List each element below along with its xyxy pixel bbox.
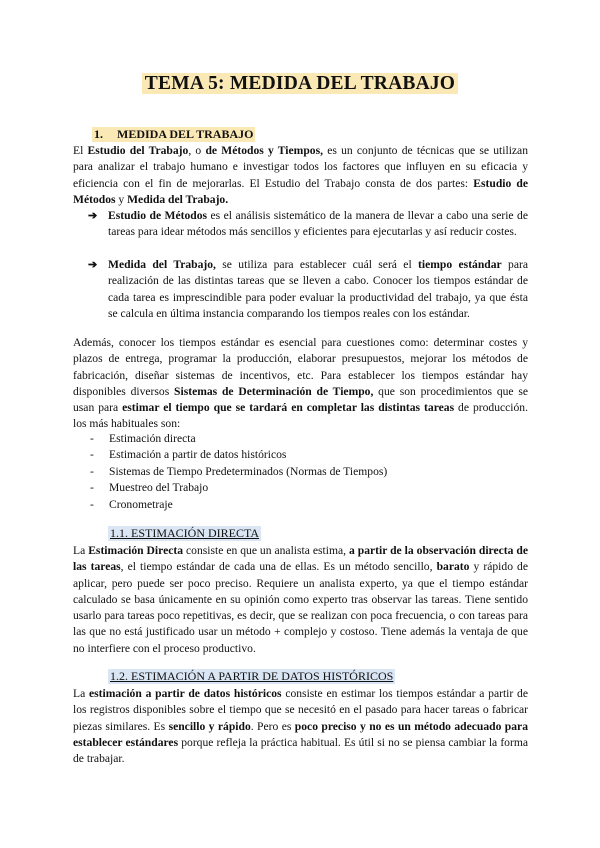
section-1-1-body <box>73 543 528 657</box>
section-1-heading <box>92 127 255 142</box>
list-item: - Sistemas de Tiempo Predeterminados (Normas de Tiempos) <box>90 464 387 480</box>
text-run: que son procedimientos que se usan para <box>73 384 529 415</box>
section-1-1-heading: 1.1. ESTIMACIÓN DIRECTA <box>110 526 260 540</box>
bold-run: Estudio de Métodos <box>108 209 208 222</box>
bold-run: Sistemas de Determinación de Tiempo, <box>174 384 374 398</box>
text-run: Además, conocer los tiempos estándar es esencial para cuestiones como: determinar costes y plazos de entrega, programar la producción, elaborar presupuestos, mejorar los métodos de fabricación, diseñar sistemas de incentivos, etc. Para establecer los tiempos estándar hay disponibles diversos <box>73 336 528 398</box>
list-item: - Estimación directa <box>90 431 387 447</box>
bold-run: barato <box>436 560 470 574</box>
text-run: consiste en que un analista estima, <box>183 544 349 557</box>
text-run: . Pero es <box>250 719 295 733</box>
title-text: TEMA 5: MEDIDA DEL TRABAJO <box>142 73 458 94</box>
text-run: porque refleja la práctica habitual. Es útil si no se piensa cambiar la forma de trabajar. <box>73 735 528 766</box>
text-run: de producción. los más habituales son: <box>73 401 529 431</box>
bold-run: sencillo y rápido <box>168 719 251 733</box>
bold-run: Estudio de Métodos <box>73 176 529 206</box>
text-run: consiste en estimar los tiempos estándar a partir de los registros disponibles sobre el tiempo que se necesitó en el pasado para hacer tareas o fabricar piezas similares. Es <box>73 687 528 733</box>
text-run: es el análisis sistemático de la manera de llevar a cabo una serie de tareas para idear métodos más sencillos y eficientes para ejecutarlas y así reducir costes. <box>108 209 528 239</box>
methods-list <box>90 431 387 513</box>
bold-run: tiempo estándar <box>418 258 502 271</box>
bold-run: estimación a partir de datos históricos <box>89 687 282 700</box>
text-run: se utiliza para establecer cuál será el <box>215 258 419 271</box>
list-item: - Muestreo del Trabajo <box>90 480 387 496</box>
text-run: y <box>115 192 128 206</box>
text-run: y rápido de aplicar, pero puede ser poco preciso. Requiere un analista experto, ya que el tiempo estándar calculado se basa únicamente en su opinión como experto tras observar las tareas. Tiene sentido usarlo para tareas poco repetitivas, es decir, que se realizan con poca frecuencia, o con tareas para las que no está justificado usar un método + complejo y costoso. Tiene además la ventaja de que no interfiere con el proceso productivo. <box>73 560 529 655</box>
bold-run: Estimación Directa <box>88 544 184 557</box>
arrow-item-metodos <box>88 208 528 241</box>
bold-run: de Métodos y Tiempos, <box>205 144 323 157</box>
bold-run: Medida del Trabajo. <box>127 192 229 206</box>
section-1-2-body <box>73 686 528 767</box>
bold-run: poco preciso y no es un método adecuado para establecer estándares <box>73 719 528 749</box>
document-title <box>0 73 600 95</box>
text-run: , o <box>188 144 206 157</box>
arrow-item-text <box>108 257 528 322</box>
section-1-title: MEDIDA DEL TRABAJO <box>117 127 254 141</box>
section-1-para-2 <box>73 335 528 433</box>
arrow-item-medida <box>88 257 528 322</box>
arrow-icon: ➔ <box>88 210 98 222</box>
text-run: es un conjunto de técnicas que se utilizan para analizar el trabajo humano e investigar todos los factores que influyen en su eficacia y eficiencia con el fin de mejorarlas. El Estudio del Trabajo consta de dos partes: <box>73 144 529 190</box>
arrow-icon: ➔ <box>88 259 98 271</box>
list-item: - Estimación a partir de datos históricos <box>90 447 387 463</box>
text-run: , el tiempo estándar de cada una de ellas. Es un método sencillo, <box>120 560 437 574</box>
bold-run: estimar el tiempo que se tardará en completar las distintas tareas <box>122 401 455 415</box>
bold-run: a partir de la observación directa de las tareas <box>73 544 528 574</box>
text-run: para realización de las distintas tareas que se lleven a cabo. Conocer los tiempos estándar de cada tarea es imprescindible para poder evaluar la productividad del trabajo, ya que ésta se calcula en última instancia comparando los tiempos reales con los estándar. <box>108 258 528 320</box>
bold-run: Estudio del Trabajo <box>87 144 189 157</box>
arrow-item-text <box>108 208 528 241</box>
list-item: - Cronometraje <box>90 497 387 513</box>
section-1-2-heading: 1.2. ESTIMACIÓN A PARTIR DE DATOS HISTÓRICOS <box>110 669 394 683</box>
text-run: El <box>73 144 88 157</box>
text-run: La <box>73 687 89 700</box>
text-run: La <box>73 544 89 557</box>
section-1-number: 1. <box>94 127 103 141</box>
bold-run: Medida del Trabajo, <box>108 258 216 271</box>
section-1-intro <box>73 143 528 208</box>
